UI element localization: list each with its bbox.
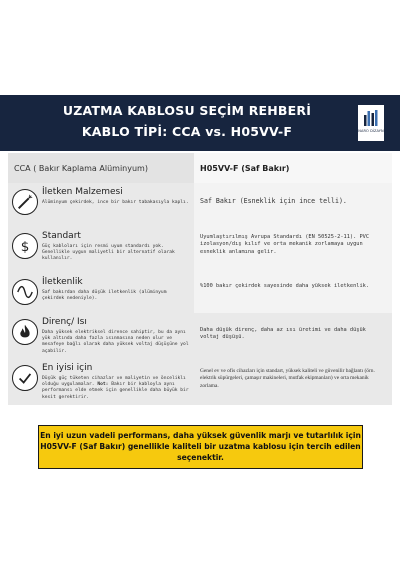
table-row	[8, 313, 392, 359]
table-row	[8, 273, 392, 313]
page-subtitle: KABLO TİPİ: CCA vs. H05VV-F	[81, 124, 293, 139]
logo-mark-icon	[363, 109, 379, 127]
header-banner	[0, 95, 400, 151]
table-row	[8, 183, 392, 227]
sine-wave-icon	[12, 279, 38, 305]
h05vvf-cell	[194, 313, 392, 359]
h05vvf-cell	[194, 183, 392, 227]
row-title: Standart	[42, 231, 81, 241]
desc-suffix: Bakır bir kabloyla aynı performansı elde etmek için genellikle daha büyük bir kesit gerektirir.	[42, 382, 189, 400]
brand-logo	[358, 105, 384, 141]
flame-icon	[12, 319, 38, 345]
header-cca: CCA ( Bakır Kaplama Alüminyum)	[8, 153, 194, 183]
row-desc: Saf bakırdan daha düşük iletkenlik (alüminyum çekirdek nedeniyle).	[42, 290, 167, 302]
h05vvf-cell	[194, 227, 392, 273]
cca-cell	[8, 183, 194, 227]
row-right-text: Genel ev ve ofis cihazları için standart, yüksek kaliteli ve güvenilir bağlantı (örn. elektrik süpürgeleri, çamaşır makineleri, mutfak ekipmanları) ve orta mekanik zorlama.	[200, 368, 375, 389]
svg-text:$: $	[20, 238, 30, 255]
header-h05vvf: H05VV-F (Saf Bakır)	[194, 153, 392, 183]
cca-cell	[8, 313, 194, 359]
comparison-table	[8, 153, 392, 405]
row-title: İletkenlik	[42, 277, 83, 287]
desc-prefix: Düşük güç tüketen cihazlar ve maliyetin ve önceliklı olduğu uygulamalar.	[42, 376, 186, 388]
table-row	[8, 227, 392, 273]
check-icon	[12, 365, 38, 391]
row-title: Direnç/ Isı	[42, 317, 87, 327]
h05vvf-cell	[194, 273, 392, 313]
recommendation-note: En iyi uzun vadeli performans, daha yüksek güvenlik marjı ve tutarlılık için H05VV-F (Saf Bakır) genellikle kaliteli bir uzatma kablosu için tercih edilen seçenektir.	[38, 425, 363, 469]
row-title: En iyisi için	[42, 363, 93, 373]
cca-cell	[8, 227, 194, 273]
table-row	[8, 359, 392, 405]
row-desc	[42, 376, 190, 401]
row-desc: Daha yüksek elektriksel dirence sahiptir, bu da aynı yük altında daha fazla ısınmasına neden olur ve mesafeye bağlı olarak daha yüksek voltaj düşüşüne yol açabilir.	[42, 330, 189, 354]
desc-note-label: Not:	[97, 382, 109, 388]
row-right-text: Daha düşük direnç, daha az ısı üretimi ve daha düşük voltaj düşüşü.	[200, 327, 366, 341]
row-title: İletken Malzemesi	[42, 187, 123, 197]
h05vvf-cell	[194, 359, 392, 405]
row-right-text: Uyumlaştırılmış Avrupa Standardı (EN 50525-2-11). PVC izolasyon/dış kılıf ve orta mekanik zorlamaya uygun esneklik anlamına gelir.	[200, 234, 370, 255]
row-desc: Alüminyum çekirdek, ince bir bakır tabakasıyla kaplı.	[42, 200, 189, 205]
row-right-text: Saf Bakır (Esneklik için ince telli).	[200, 197, 347, 205]
dollar-icon	[12, 233, 38, 259]
cca-cell	[8, 273, 194, 313]
cable-icon	[12, 189, 38, 215]
logo-text: NARO DİZAYN	[358, 129, 384, 133]
row-right-text: %100 bakır çekirdek sayesinde daha yüksek iletkenlik.	[200, 283, 370, 289]
page-title: UZATMA KABLOSU SEÇİM REHBERİ	[62, 103, 312, 118]
cca-cell	[8, 359, 194, 405]
table-header	[8, 153, 392, 183]
row-desc: Güç kabloları için resmi uyum standardı yok. Genellikle uygun maliyetli bir alternatif olarak kullanılır.	[42, 244, 175, 262]
